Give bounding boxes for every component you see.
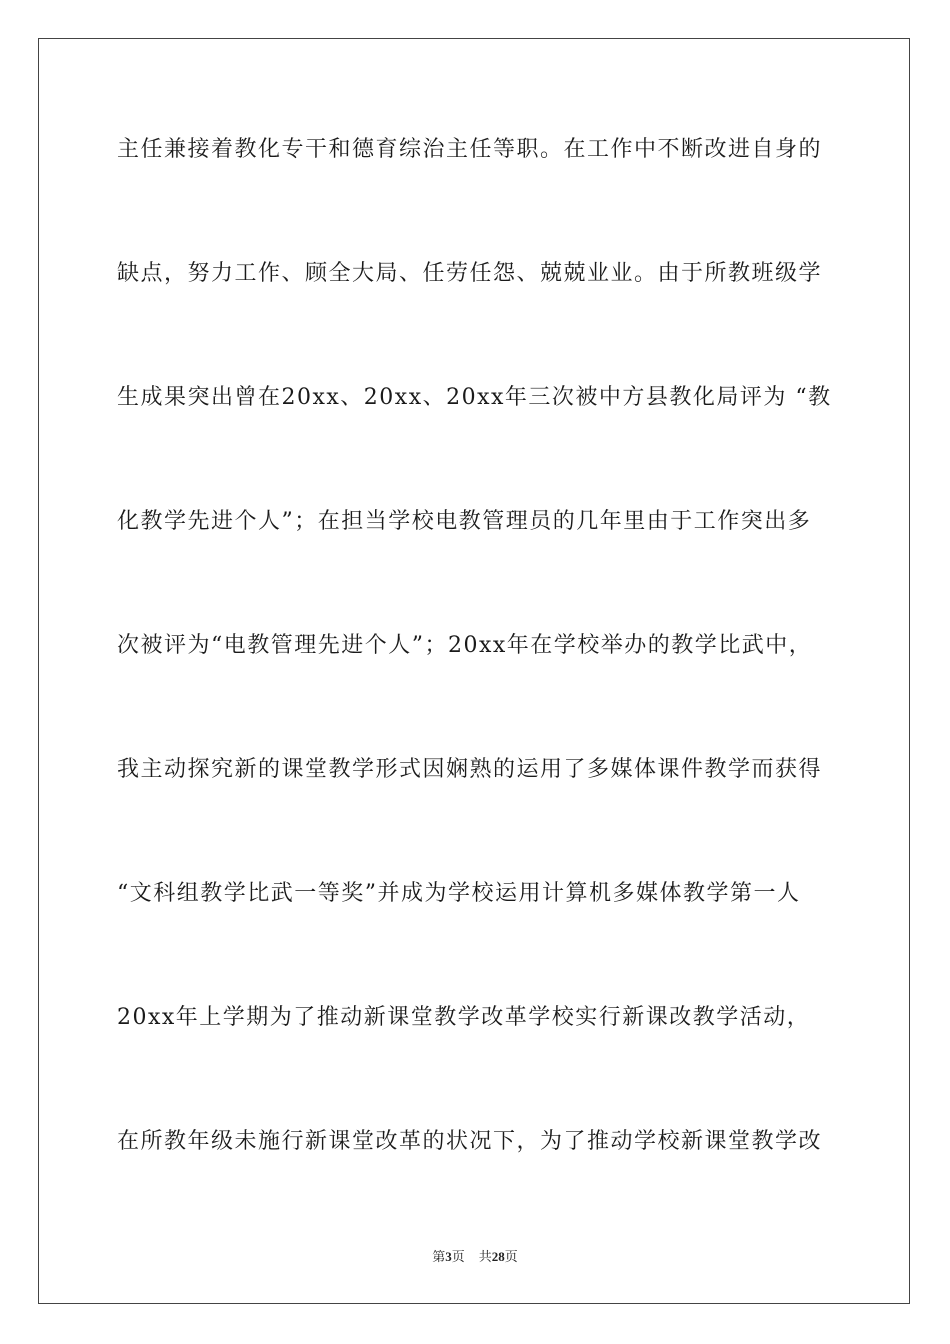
body-text-line: “文科组教学比武一等奖”并成为学校运用计算机多媒体教学第一人 xyxy=(117,881,801,906)
body-text-line: 次被评为“电教管理先进个人”；20xx年在学校举办的教学比武中， xyxy=(117,633,813,658)
body-text-line: 生成果突出曾在20xx、20xx、20xx年三次被中方县教化局评为 “教 xyxy=(117,385,832,410)
total-suffix: 页 xyxy=(504,1250,518,1265)
total-prefix: 共 xyxy=(478,1250,492,1265)
page-footer xyxy=(0,1248,950,1267)
body-text-line: 主任兼接着教化专干和德育综治主任等职。在工作中不断改进自身的 xyxy=(117,137,823,162)
page-border xyxy=(38,38,910,1304)
body-text-line: 20xx年上学期为了推动新课堂教学改革学校实行新课改教学活动， xyxy=(117,1005,811,1030)
body-text-line: 在所教年级未施行新课堂改革的状况下，为了推动学校新课堂教学改 xyxy=(117,1129,823,1154)
total-pages: 28 xyxy=(491,1249,505,1264)
body-text-line: 缺点，努力工作、顾全大局、任劳任怨、兢兢业业。由于所教班级学 xyxy=(117,261,823,286)
body-text-line: 我主动探究新的课堂教学形式因娴熟的运用了多媒体课件教学而获得 xyxy=(117,757,823,782)
page-number: 3 xyxy=(445,1249,452,1264)
body-text-line: 化教学先进个人”；在担当学校电教管理员的几年里由于工作突出多 xyxy=(117,509,812,534)
page-suffix: 页 xyxy=(451,1250,465,1265)
page-prefix: 第 xyxy=(432,1250,446,1265)
